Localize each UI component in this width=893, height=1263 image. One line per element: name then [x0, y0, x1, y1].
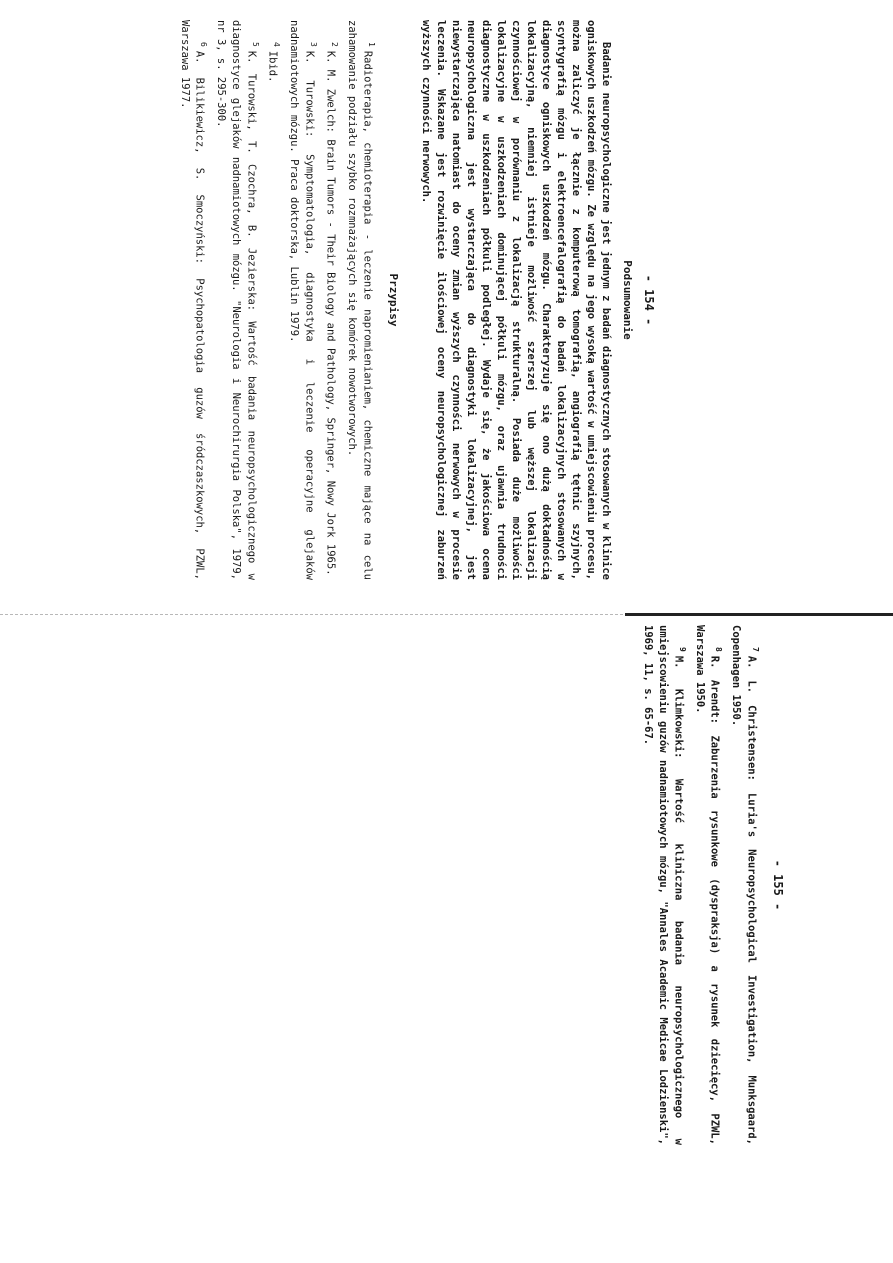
- footnote-text: Radioterapia, chemioterapia - leczenie napromienianiem, chemiczne mające na celu zahamowanie podziału szybko rozmnażających się komórek nowotworowych.: [346, 20, 374, 580]
- summary-heading: Podsumowanie: [621, 260, 634, 340]
- footnotes-list: [177, 20, 379, 580]
- footnote-number: 4: [272, 42, 282, 47]
- footnote-text: Ibid.: [267, 50, 279, 83]
- fold-shadow: [625, 613, 893, 616]
- footnote-number: 2: [330, 42, 340, 47]
- footnote-text: M. Klimkowski: Wartość kliniczna badania neuropsychologicznego w umiejscowieniu guzów nadnamiotowych mózgu, "Annales Academic Medicae Lodzienski", 1969, 11, s. 65-67.: [642, 625, 685, 1145]
- footnote-number: 8: [714, 647, 724, 652]
- page-number: - 155 -: [771, 859, 785, 911]
- page-number: - 154 -: [642, 274, 656, 326]
- footnote-number: 6: [199, 42, 209, 47]
- footnotes-heading: Przypisy: [387, 273, 400, 327]
- footnote-text: K. Turowski, T. Czochra, B. Jezierska: Wartość badania neuropsychologicznego w diagnostyce glejaków nadnamiotowych mózgu. "Neurologia i Neurochirurgia Polska", 1979, nr 3, s. 295-300.: [215, 20, 258, 580]
- footnote: [323, 20, 343, 580]
- footnote: [214, 20, 264, 580]
- page-154: [179, 20, 656, 580]
- footnote: [692, 625, 727, 1145]
- footnote-number: 1: [367, 42, 376, 47]
- footnote-text: R. Arendt: Zaburzenia rysunkowe (dyspraksja) a rysunek dziecięcy, PZWL, Warszawa 1950.: [694, 625, 721, 1145]
- footnote: [177, 20, 212, 580]
- summary-paragraph: Badanie neuropsychologiczne jest jednym z badań diagnostycznych stosowanych w klinice ogniskowych uszkodzeń mózgu. Ze względu na jego wysoką wartość w umiejscowieniu procesu, można zaliczyć je łącznie z komputerową tomografią, angiografią tętnic szyjnych, scyntygrafią mózgu i elektroencefalografią do badań lokalizacyjnych stosowanych w diagnostyce ogniskowych uszkodzeń mózgu. Charakteryzuje się ono dużą dokładnością lokalizacyjną, niemniej istnieje możliwość szerszej lub węższej lokalizacji czynnościowej w porównaniu z lokalizacją strukturalną. Posiada duże możliwości lokalizacyjne w uszkodzeniach dominującej półkuli mózgu, oraz ujawnia trudności diagnostyczne w uszkodzeniach półkuli podległej. Wydaje się, że jakościowa ocena neuropsychologiczna jest wystarczająca do diagnostyki lokalizacyjnej, jest niewystarczająca natomiast do oceny zmian wyższych czynności nerwowych w procesie leczenia. Wskazane jest rozwinięcie ilościowej oceny neuropsychologicznej zaburzeń wyższych czynności nerwowych.: [420, 20, 612, 580]
- footnote: [345, 20, 380, 580]
- footnote-text: A. L. Christensen: Luria's Neuropsychological Investigation, Munksgaard, Copenhagen 1950.: [730, 625, 758, 1145]
- page-fold-line: [0, 614, 893, 623]
- footnote-number: 7: [751, 647, 760, 652]
- footnote-number: 9: [678, 647, 687, 652]
- footnote-text: K. Turowski: Symptomatologia, diagnostyka i leczenie operacyjne glejaków nadnamiotowych mózgu. Praca doktorska, Lublin 1979.: [288, 20, 316, 580]
- page-155: [625, 625, 785, 1145]
- footnote-number: 3: [309, 42, 318, 47]
- footnote-number: 5: [251, 42, 260, 47]
- footnote-text: A. Bilikiewicz, S. Smoczyński: Psychopatologia guzów śródczaszkowych, PZWL, Warszawa 1977.: [179, 20, 206, 580]
- footnote-text: K. M. Zwelch: Brain Tumors - Their Biology and Pathology, Springer, Nowy Jork 1965.: [325, 50, 337, 576]
- footnote: [641, 625, 691, 1145]
- footnote: [265, 20, 285, 580]
- footnote: [287, 20, 322, 580]
- footnotes-list: [641, 625, 764, 1145]
- footnote: [729, 625, 764, 1145]
